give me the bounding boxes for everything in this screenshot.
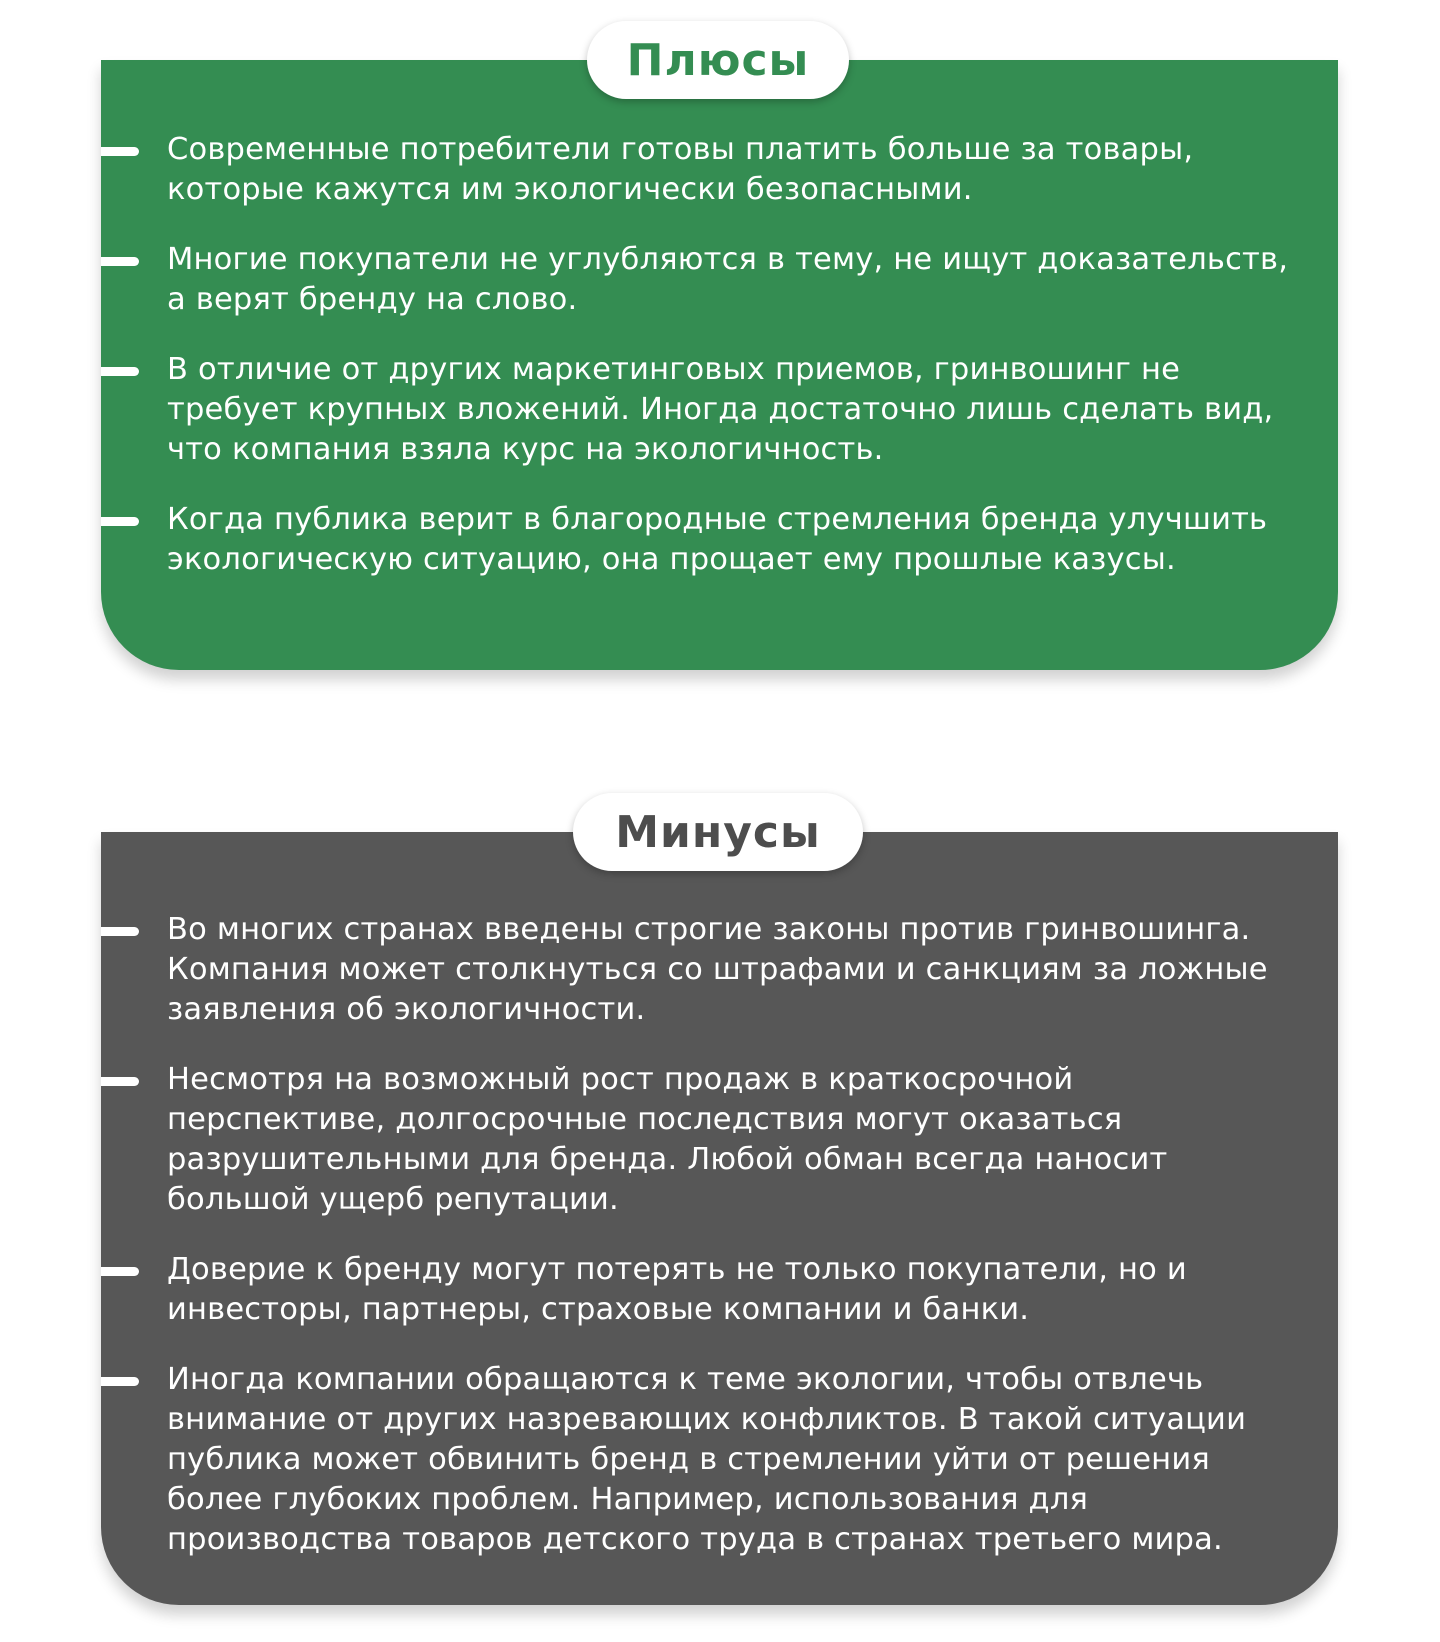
cons-card (101, 806, 1338, 1605)
cons-item (101, 910, 1338, 1030)
pros-title: Плюсы (587, 21, 849, 99)
dash-bullet-icon (101, 1377, 139, 1386)
pros-item (101, 240, 1338, 320)
dash-bullet-icon (101, 367, 139, 376)
pros-list (101, 130, 1338, 610)
dash-bullet-icon (101, 927, 139, 936)
cons-item-text: Несмотря на возможный рост продаж в краткосрочной перспективе, долгосрочные последствия могут оказаться разрушительными для бренда. Любой обман всегда наносит большой ущерб репутации. (167, 1062, 1168, 1217)
dash-bullet-icon (101, 257, 139, 266)
cons-item (101, 1250, 1338, 1330)
cons-item-text: Доверие к бренду могут потерять не только покупатели, но и инвесторы, партнеры, страховые компании и банки. (167, 1252, 1187, 1327)
cons-list (101, 910, 1338, 1590)
dash-bullet-icon (101, 517, 139, 526)
dash-bullet-icon (101, 1267, 139, 1276)
dash-bullet-icon (101, 147, 139, 156)
cons-item-text: Иногда компании обращаются к теме экологии, чтобы отвлечь внимание от других назревающих конфликтов. В такой ситуации публика может обвинить бренд в стремлении уйти от решения более глубоких проблем. Например, использования для производства товаров детского труда в странах третьего мира. (167, 1362, 1247, 1557)
cons-item (101, 1060, 1338, 1220)
cons-title: Минусы (573, 793, 863, 871)
dash-bullet-icon (101, 1077, 139, 1086)
pros-item-text: Когда публика верит в благородные стремления бренда улучшить экологическую ситуацию, она прощает ему прошлые казусы. (167, 502, 1268, 577)
pros-item (101, 130, 1338, 210)
pros-item-text: В отличие от других маркетинговых приемов, гринвошинг не требует крупных вложений. Иногда достаточно лишь сделать вид, что компания взяла курс на экологичность. (167, 352, 1274, 467)
pros-card (101, 34, 1338, 670)
cons-item (101, 1360, 1338, 1560)
pros-item-text: Многие покупатели не углубляются в тему, не ищут доказательств, а верят бренду на слово. (167, 242, 1289, 317)
pros-item-text: Современные потребители готовы платить больше за товары, которые кажутся им экологически безопасными. (167, 132, 1194, 207)
pros-item (101, 500, 1338, 580)
cons-item-text: Во многих странах введены строгие законы против гринвошинга. Компания может столкнуться со штрафами и санкциям за ложные заявления об экологичности. (167, 912, 1268, 1027)
pros-item (101, 350, 1338, 470)
